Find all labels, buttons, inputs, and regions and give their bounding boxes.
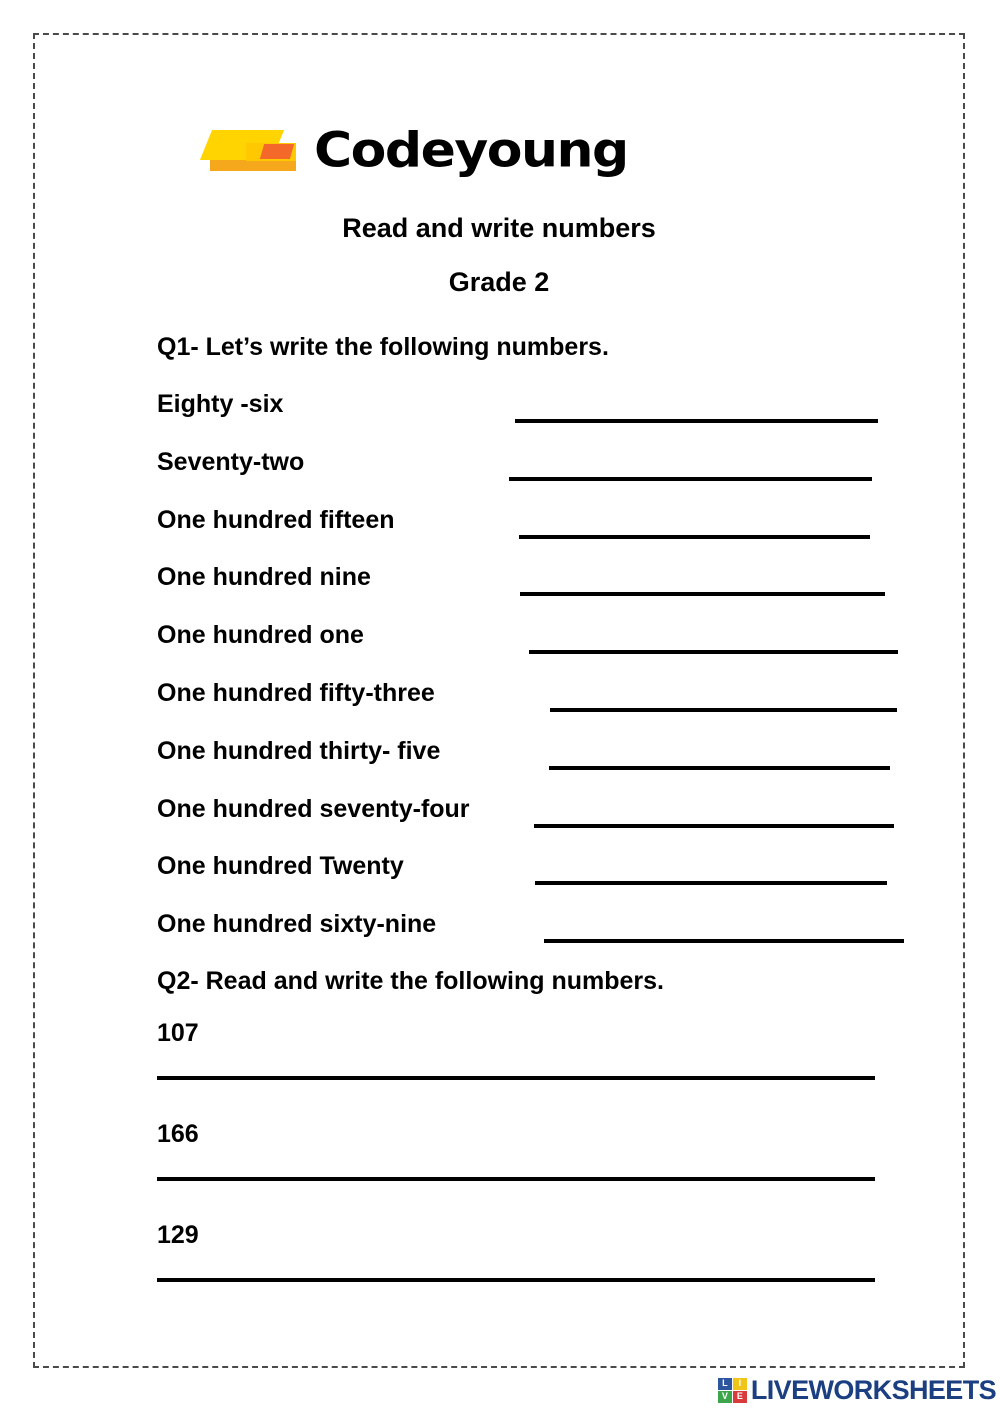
worksheet-grade: Grade 2 xyxy=(448,267,550,297)
q1-number-word-label: One hundred seventy-four xyxy=(157,794,470,823)
q2-item xyxy=(157,1018,917,1080)
q2-answer-blank[interactable] xyxy=(157,1278,875,1282)
worksheet-title: Read and write numbers xyxy=(342,213,656,243)
q1-number-word-label: Eighty -six xyxy=(157,390,284,418)
q1-number-word-label: One hundred fifty-three xyxy=(157,679,435,707)
liveworksheets-tiles-icon xyxy=(718,1378,747,1403)
q2-item xyxy=(157,1119,917,1181)
liveworksheets-tile-v: V xyxy=(718,1391,732,1403)
q1-number-word-label: One hundred Twenty xyxy=(157,852,404,881)
worksheet-content xyxy=(35,35,963,1366)
question-2-heading: Q2- Read and write the following numbers. xyxy=(157,967,664,995)
q2-answer-blank[interactable] xyxy=(157,1076,875,1080)
brand-wordmark: Codeyoung xyxy=(314,123,628,179)
q2-answer-blank[interactable] xyxy=(157,1177,875,1181)
question-2-list xyxy=(35,35,963,1366)
q1-number-word-label: One hundred one xyxy=(157,621,364,650)
q1-number-word-label: One hundred fifteen xyxy=(157,505,395,534)
q2-number-label: 107 xyxy=(157,1019,199,1047)
liveworksheets-tile-l: L xyxy=(718,1378,732,1390)
liveworksheets-tile-e: E xyxy=(733,1391,747,1403)
liveworksheets-wordmark: LIVEWORKSHEETS xyxy=(750,1374,996,1405)
q1-number-word-label: One hundred sixty-nine xyxy=(157,910,437,939)
liveworksheets-watermark xyxy=(718,1373,996,1407)
q1-number-word-label: Seventy-two xyxy=(157,447,305,476)
q1-number-word-label: One hundred thirty- five xyxy=(157,736,441,765)
q2-number-label: 166 xyxy=(157,1120,199,1148)
q2-number-label: 129 xyxy=(157,1221,199,1249)
liveworksheets-tile-i: I xyxy=(733,1378,747,1390)
q1-number-word-label: One hundred nine xyxy=(157,563,371,592)
q2-item xyxy=(157,1220,917,1282)
question-1-heading: Q1- Let’s write the following numbers. xyxy=(157,333,609,361)
